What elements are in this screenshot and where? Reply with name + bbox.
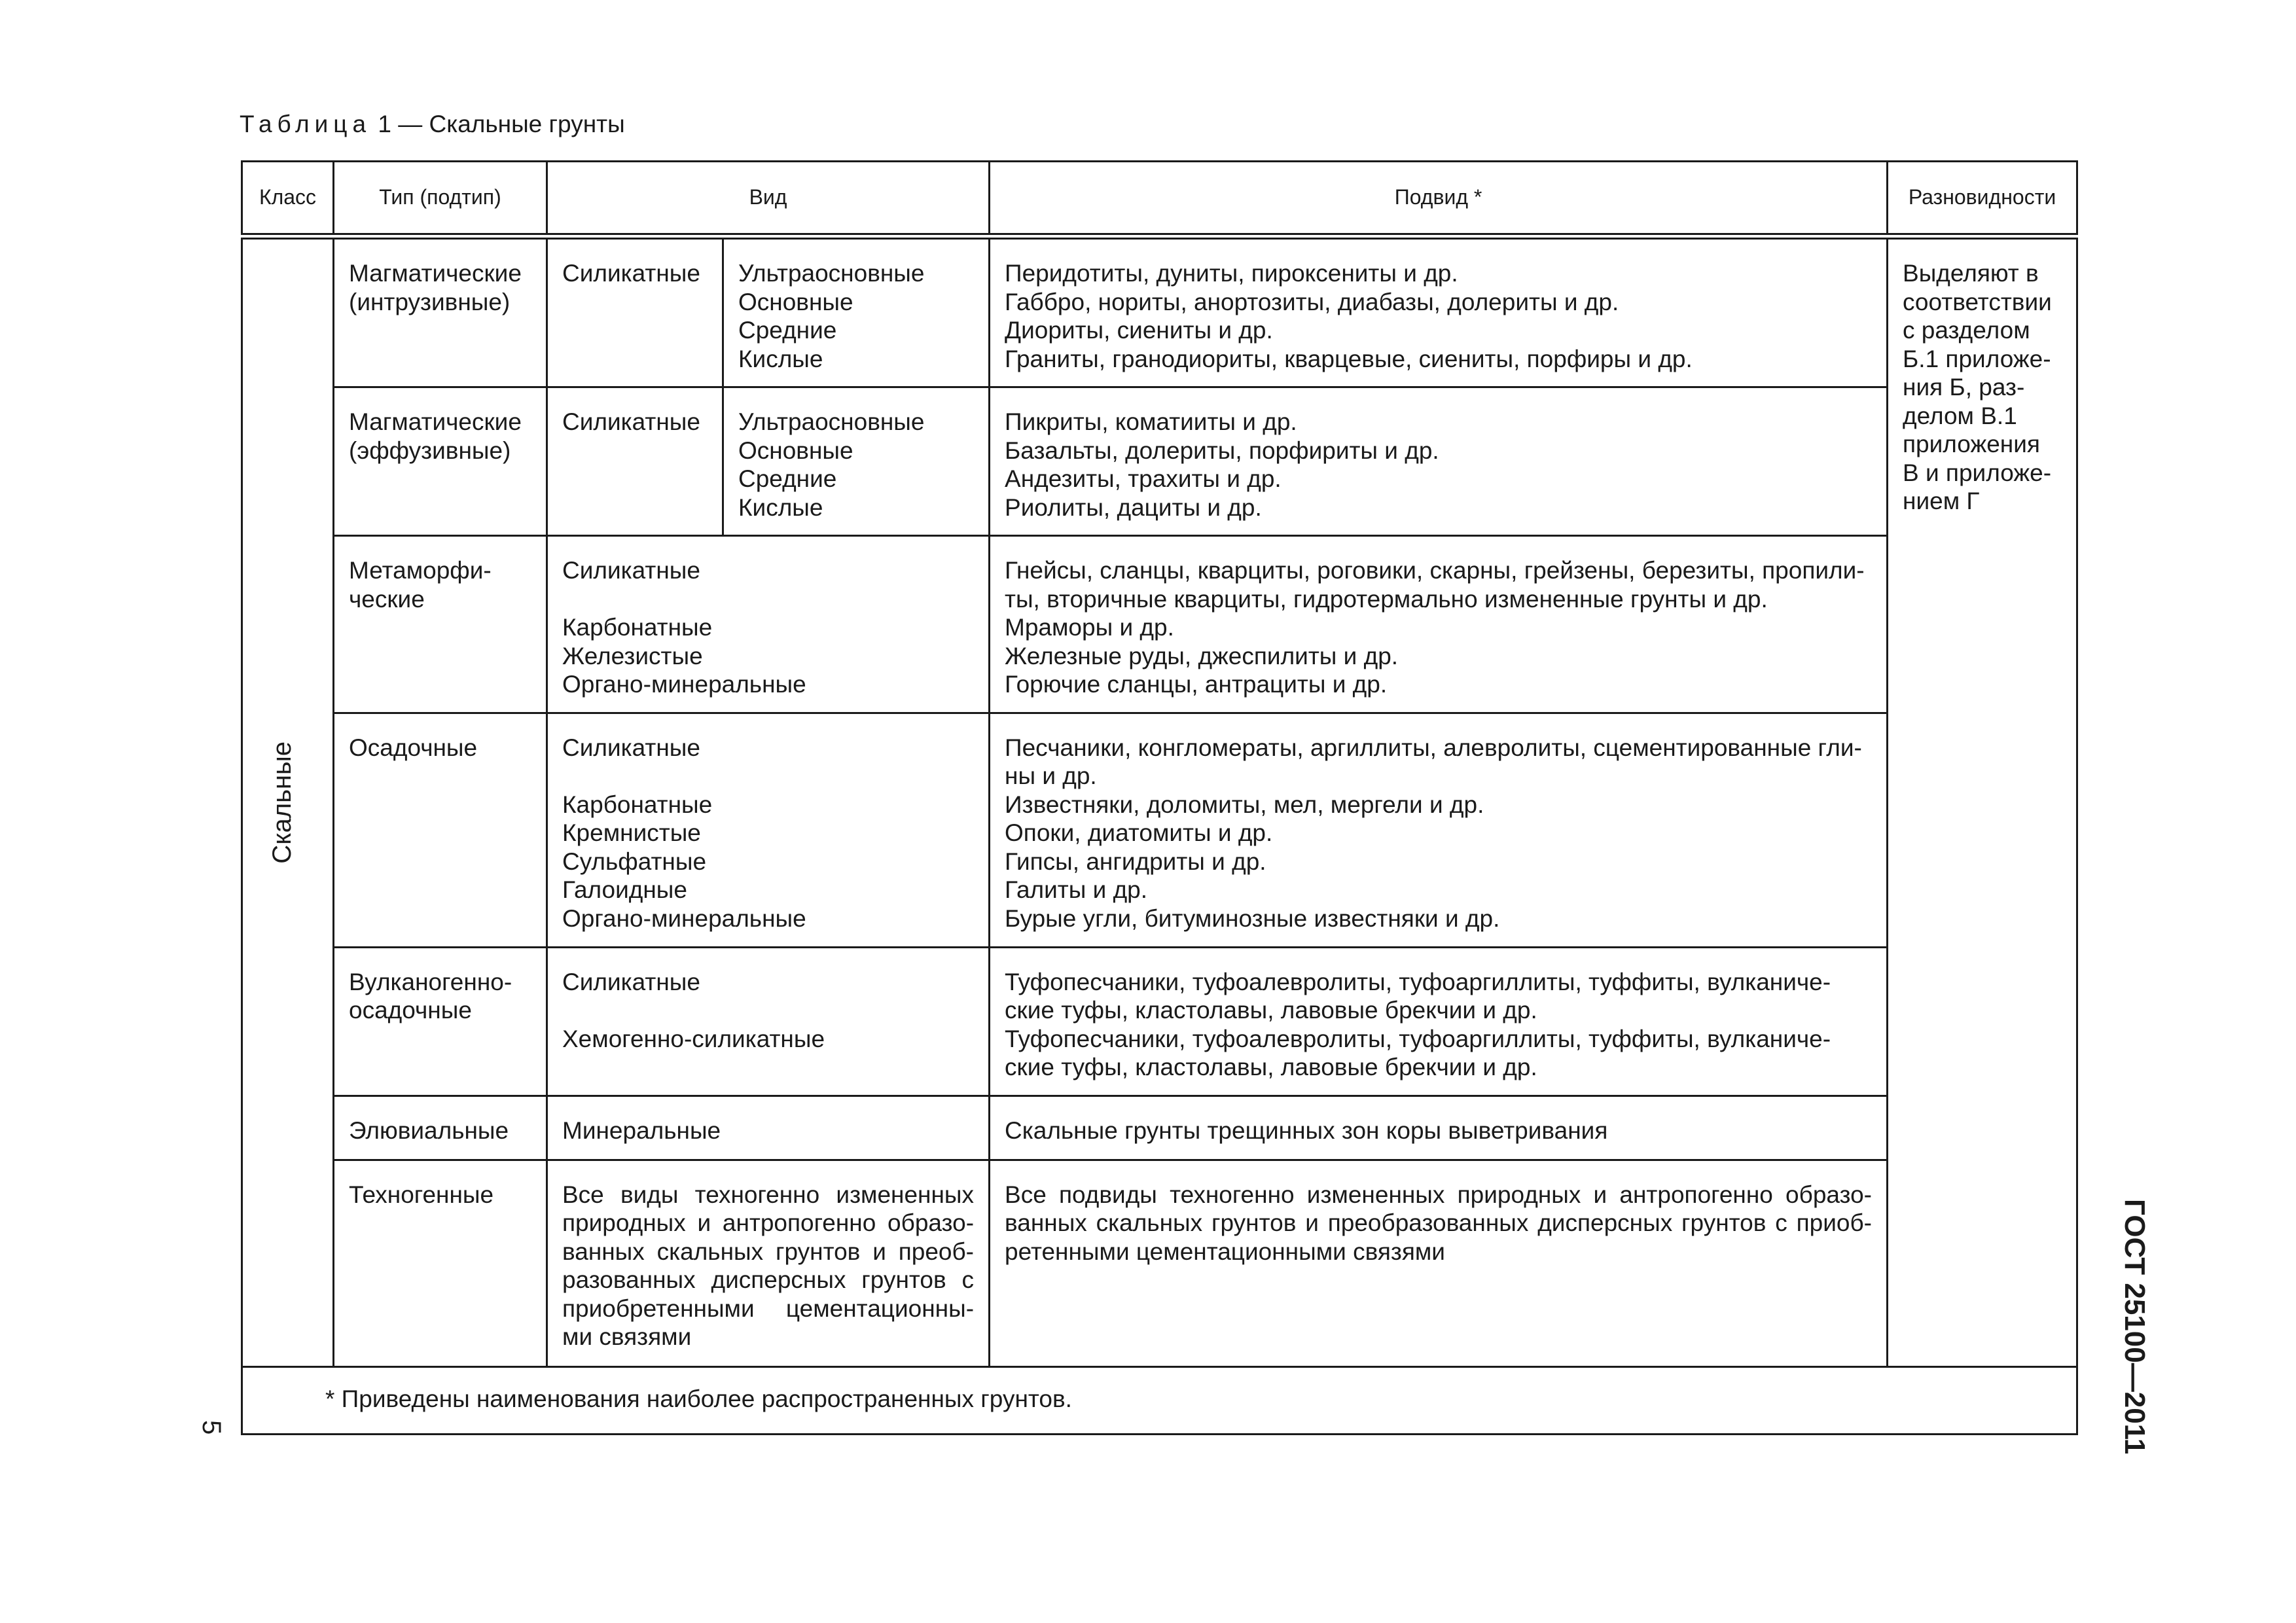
vid-line: Кремнистые (562, 819, 701, 846)
type-cell (334, 536, 547, 713)
type-line: Метаморфи- (349, 557, 492, 584)
varieties-line: нием Г (1903, 488, 1980, 514)
podvid-line: Пикриты, коматииты и др. (1005, 408, 1297, 435)
caption-label: Таблица (240, 111, 372, 137)
page-number: 5 (197, 1420, 226, 1435)
podvid-line: Гнейсы, сланцы, кварциты, роговики, скарны, грейзены, березиты, пропили- (1005, 557, 1865, 584)
podvid-line: Гипсы, ангидриты и др. (1005, 847, 1266, 875)
podvid-cell (990, 947, 1888, 1096)
varieties-line: В и приложе- (1903, 459, 2052, 486)
podvid-line: Бурые угли, битуминозные известняки и др. (1005, 904, 1500, 932)
type-line: Техногенные (349, 1181, 494, 1208)
podvid-line: Железные руды, джеспилиты и др. (1005, 642, 1399, 669)
table-row (242, 536, 2077, 713)
vid-cell (547, 387, 723, 536)
type-line: Элювиальные (349, 1116, 509, 1144)
podvid-line: Туфопесчаники, туфоалевролиты, туфоаргиллиты, туффиты, вулканиче- (1005, 1025, 1831, 1052)
footnote-row (242, 1366, 2077, 1434)
table-row (242, 713, 2077, 947)
podvid-cell (990, 1160, 1888, 1366)
vid-line: Минеральные (562, 1116, 721, 1144)
varieties-line: с разделом (1903, 317, 2030, 344)
vid-cell (547, 1160, 990, 1366)
header-type: Тип (подтип) (334, 162, 547, 237)
header-varieties: Разновидности (1888, 162, 2077, 237)
type-cell (334, 236, 547, 387)
podvid-cell (990, 1096, 1888, 1160)
podvid-line: Перидотиты, дуниты, пироксениты и др. (1005, 260, 1458, 287)
type-line: (интрузивные) (349, 288, 511, 315)
type-cell (334, 1096, 547, 1160)
podvid-line: Песчаники, конгломераты, аргиллиты, алевролиты, сцементированные гли- (1005, 734, 1862, 761)
podvid-cell (990, 387, 1888, 536)
podvid-line: Опоки, диатомиты и др. (1005, 819, 1273, 846)
podvid-line: Мраморы и др. (1005, 614, 1174, 641)
vid-line: Силикатные (562, 260, 700, 287)
table-row (242, 236, 2077, 387)
podvid-line: Известняки, доломиты, мел, мергели и др. (1005, 791, 1484, 818)
type-cell (334, 947, 547, 1096)
table-row (242, 387, 2077, 536)
vid-line: Органо-минеральные (562, 904, 806, 932)
vid-cell (547, 236, 723, 387)
type-line: Вулканогенно- (349, 968, 512, 995)
podvid-line: Скальные грунты трещинных зон коры выветривания (1005, 1116, 1608, 1144)
type-line: осадочные (349, 997, 472, 1024)
caption-title: 1 — Скальные грунты (371, 111, 625, 137)
vid-line: Сульфатные (562, 847, 707, 875)
podvid-line: ские туфы, кластолавы, лавовые брекчии и др. (1005, 997, 1537, 1024)
podvid-line: Габбро, нориты, анортозиты, диабазы, долериты и др. (1005, 288, 1619, 315)
soil-table (241, 160, 2078, 1435)
varieties-line: приложения (1903, 431, 2040, 457)
podvid-cell (990, 536, 1888, 713)
vid-line: Силикатные (562, 968, 700, 995)
document-code: ГОСТ 25100—2011 (2119, 1199, 2151, 1455)
podvid-line: Туфопесчаники, туфоалевролиты, туфоаргиллиты, туффиты, вулканиче- (1005, 968, 1831, 995)
varieties-line: ния Б, раз- (1903, 374, 2025, 401)
vid-line: Органо-минеральные (562, 671, 806, 698)
header-vid: Вид (547, 162, 990, 237)
podvid-cell (990, 713, 1888, 947)
subvid-line: Кислые (738, 493, 823, 521)
vid-line: Силикатные (562, 408, 700, 435)
podvid-text: Все подвиды техногенно измененных природных и антропогенно образо-ванных скальных грунтов и преобразованных дисперсных грунтов с приоб-ретенными цементационными связями (1005, 1181, 1873, 1265)
table-row (242, 1096, 2077, 1160)
type-cell (334, 387, 547, 536)
podvid-line: Горючие сланцы, антрациты и др. (1005, 671, 1388, 698)
podvid-cell (990, 236, 1888, 387)
vid-line: Железистые (562, 642, 703, 669)
varieties-line: соответствии (1903, 288, 2052, 315)
class-label: Скальные (267, 741, 296, 864)
subvid-line: Средние (738, 465, 837, 492)
vid-line: Хемогенно-силикатные (562, 1025, 825, 1052)
vid-cell (547, 947, 990, 1096)
footnote: * Приведены наименования наиболее распространенных грунтов. (242, 1366, 2077, 1434)
podvid-line: ты, вторичные кварциты, гидротермально измененные грунты и др. (1005, 585, 1768, 613)
subvid-line: Кислые (738, 345, 823, 372)
podvid-line: Риолиты, дациты и др. (1005, 493, 1262, 521)
podvid-line: ны и др. (1005, 762, 1097, 789)
table-row (242, 947, 2077, 1096)
vid-cell (547, 713, 990, 947)
subvid-line: Основные (738, 437, 853, 464)
subvid-cell (723, 387, 990, 536)
table-row (242, 1160, 2077, 1366)
vid-cell (547, 1096, 990, 1160)
varieties-line: делом В.1 (1903, 402, 2017, 429)
vid-line: Силикатные (562, 734, 700, 761)
table-header-row (242, 162, 2077, 237)
class-cell (242, 236, 334, 1366)
varieties-cell (1888, 236, 2077, 1366)
type-line: Осадочные (349, 734, 478, 761)
subvid-line: Ультраосновные (738, 408, 925, 435)
vid-line: Карбонатные (562, 791, 713, 818)
podvid-line: Граниты, гранодиориты, кварцевые, сиениты, порфиры и др. (1005, 345, 1693, 372)
type-line: Магматические (349, 260, 522, 287)
vid-text: Все виды техногенно измененных природных и антропогенно образо-ванных скальных грунтов и преоб-разованных дисперсных грунтов с приобретенными цементационны-ми связями (562, 1181, 975, 1350)
podvid-line: Галиты и др. (1005, 876, 1148, 903)
header-class: Класс (242, 162, 334, 237)
vid-line: Силикатные (562, 557, 700, 584)
type-cell (334, 1160, 547, 1366)
header-podvid: Подвид * (990, 162, 1888, 237)
subvid-line: Средние (738, 317, 837, 344)
podvid-line: Андезиты, трахиты и др. (1005, 465, 1282, 492)
vid-line: Карбонатные (562, 614, 713, 641)
table-caption (240, 110, 625, 139)
podvid-line: ские туфы, кластолавы, лавовые брекчии и др. (1005, 1054, 1537, 1080)
subvid-cell (723, 236, 990, 387)
type-line: Магматические (349, 408, 522, 435)
podvid-line: Диориты, сиениты и др. (1005, 317, 1273, 344)
varieties-line: Выделяют в (1903, 260, 2039, 287)
type-cell (334, 713, 547, 947)
vid-line: Галоидные (562, 876, 687, 903)
type-line: ческие (349, 585, 425, 613)
type-line: (эффузивные) (349, 437, 511, 464)
varieties-line: Б.1 приложе- (1903, 345, 2051, 372)
subvid-line: Основные (738, 288, 853, 315)
subvid-line: Ультраосновные (738, 260, 925, 287)
vid-cell (547, 536, 990, 713)
podvid-line: Базальты, долериты, порфириты и др. (1005, 437, 1439, 464)
